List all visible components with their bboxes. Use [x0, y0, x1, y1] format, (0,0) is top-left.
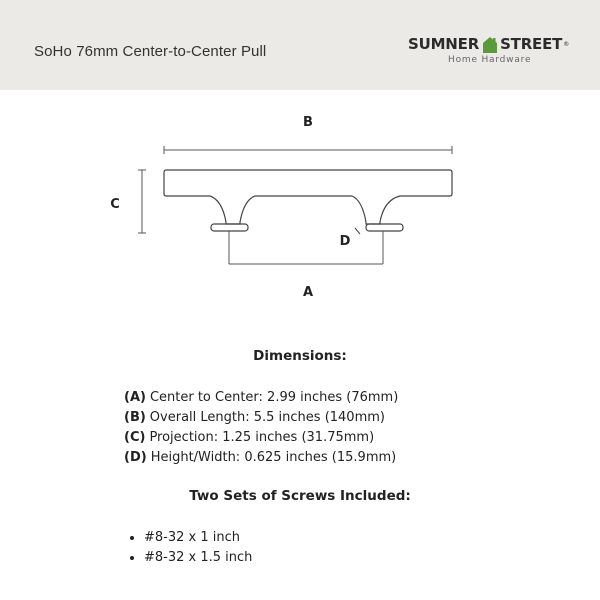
- dimensions-list: [124, 388, 398, 468]
- product-title: SoHo 76mm Center-to-Center Pull: [34, 43, 267, 60]
- dimension-row-a: [124, 388, 398, 408]
- label-a: A: [302, 285, 314, 300]
- dimension-key: (A): [124, 390, 146, 405]
- pull-outline: [164, 170, 452, 224]
- right-foot: [366, 224, 403, 231]
- dimension-row-c: [124, 428, 398, 448]
- logo-word-left: SUMNER: [408, 35, 480, 53]
- screw-text: #8-32 x 1.5 inch: [144, 550, 253, 565]
- list-item: [130, 528, 252, 548]
- dimension-a-line: [229, 231, 383, 264]
- dimension-key: (C): [124, 430, 146, 445]
- dimension-row-b: [124, 408, 398, 428]
- label-c: C: [110, 197, 120, 212]
- logo-word-right: STREET: [500, 35, 563, 53]
- dimension-c-line: [138, 170, 146, 233]
- bullet-icon: [130, 536, 134, 540]
- screw-text: #8-32 x 1 inch: [144, 530, 240, 545]
- dimension-key: (B): [124, 410, 146, 425]
- pull-drawing: [0, 90, 600, 320]
- list-item: [130, 548, 252, 568]
- screws-list: [130, 528, 252, 568]
- logo-subtitle: Home Hardware: [448, 55, 532, 65]
- label-d: D: [339, 234, 351, 249]
- dimension-text: Height/Width: 0.625 inches (15.9mm): [150, 450, 397, 465]
- logo-wordmark: [408, 36, 569, 53]
- dimension-d-mark: [355, 228, 360, 234]
- dimension-b-line: [164, 146, 452, 154]
- left-foot: [211, 224, 248, 231]
- dimension-text: Center to Center: 2.99 inches (76mm): [149, 390, 399, 405]
- pull-diagram: [0, 90, 600, 320]
- registered-mark: ®: [563, 41, 569, 48]
- dimension-text: Overall Length: 5.5 inches (140mm): [149, 410, 385, 425]
- label-b: B: [303, 115, 313, 130]
- dimension-text: Projection: 1.25 inches (31.75mm): [149, 430, 375, 445]
- dimensions-heading: Dimensions:: [253, 348, 347, 364]
- brand-logo: [408, 36, 576, 76]
- dimension-row-d: [124, 448, 398, 468]
- header-bar: [0, 0, 600, 90]
- dimension-key: (D): [124, 450, 147, 465]
- house-icon: [482, 36, 498, 53]
- bullet-icon: [130, 556, 134, 560]
- screws-heading: Two Sets of Screws Included:: [189, 488, 411, 504]
